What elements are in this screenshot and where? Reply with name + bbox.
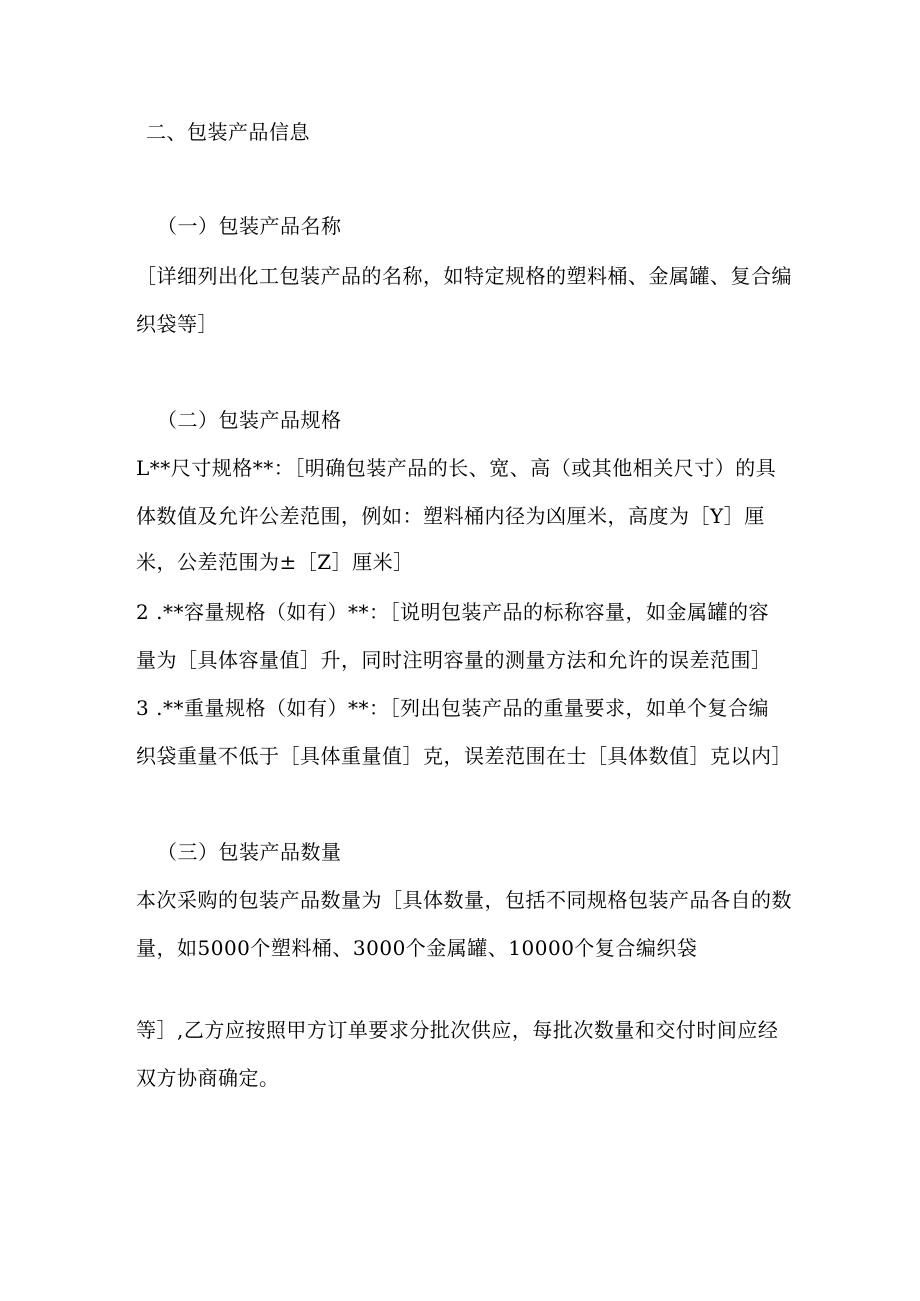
subsection-title-product-spec: （二）包装产品规格 bbox=[157, 408, 342, 432]
paragraph-line: 本次采购的包装产品数量为［具体数量，包括不同规格包装产品各自的数 bbox=[136, 888, 792, 912]
paragraph-line: 量，如5000个塑料桶、3000个金属罐、10000个复合编织袋 bbox=[136, 936, 698, 960]
paragraph-line: L**尺寸规格**：［明确包装产品的长、宽、高（或其他相关尺寸）的具 bbox=[136, 456, 777, 480]
paragraph-line: 体数值及允许公差范围，例如：塑料桶内径为凶厘米，高度为［Y］厘 bbox=[136, 504, 765, 528]
paragraph-line: 量为［具体容量值］升，同时注明容量的测量方法和允许的误差范围］ bbox=[136, 648, 772, 672]
section-title: 二、包装产品信息 bbox=[146, 120, 310, 144]
paragraph-line: 米，公差范围为±［Z］厘米］ bbox=[136, 550, 414, 574]
paragraph-line: 2 .**容量规格（如有）**：［说明包装产品的标称容量，如金属罐的容 bbox=[136, 600, 769, 624]
paragraph-line: 织袋重量不低于［具体重量值］克，误差范围在士［具体数值］克以内］ bbox=[136, 744, 792, 768]
paragraph-line: 织袋等］ bbox=[136, 312, 218, 336]
subsection-title-product-name: （一）包装产品名称 bbox=[157, 214, 342, 238]
paragraph-line: 3 .**重量规格（如有）**：［列出包装产品的重量要求，如单个复合编 bbox=[136, 696, 769, 720]
subsection-title-product-quantity: （三）包装产品数量 bbox=[157, 840, 342, 864]
paragraph-line: ［详细列出化工包装产品的名称，如特定规格的塑料桶、金属罐、复合编 bbox=[136, 264, 792, 288]
paragraph-line: 等］,乙方应按照甲方订单要求分批次供应，每批次数量和交付时间应经 bbox=[136, 1018, 779, 1042]
paragraph-line: 双方协商确定。 bbox=[136, 1066, 280, 1090]
